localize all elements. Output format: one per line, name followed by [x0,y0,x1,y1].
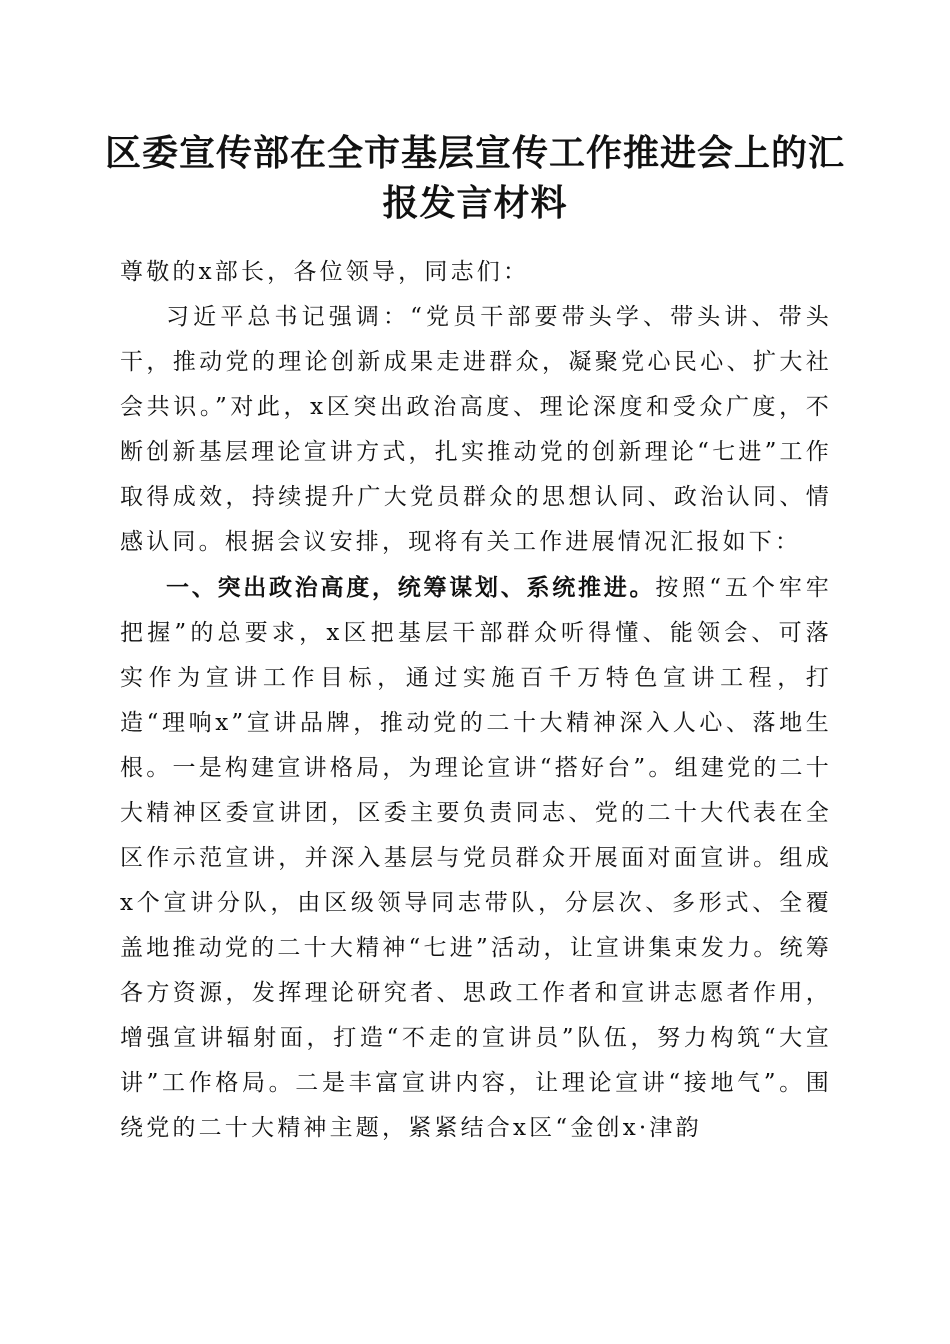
section-1-paragraph [120,565,832,1151]
section-1-text: 按照“五个牢牢把握”的总要求，x区把基层干部群众听得懂、能领会、可落实作为宣讲工作目标，通过实施百千万特色宣讲工程，打造“理响x”宣讲品牌，推动党的二十大精神深入人心、落地生根。一是构建宣讲格局，为理论宣讲“搭好台”。组建党的二十大精神区委宣讲团，区委主要负责同志、党的二十大代表在全区作示范宣讲，并深入基层与党员群众开展面对面宣讲。组成x个宣讲分队，由区级领导同志带队，分层次、多形式、全覆盖地推动党的二十大精神“七进”活动，让宣讲集束发力。统筹各方资源，发挥理论研究者、思政工作者和宣讲志愿者作用，增强宣讲辐射面，打造“不走的宣讲员”队伍，努力构筑“大宣讲”工作格局。二是丰富宣讲内容，让理论宣讲“接地气”。围绕党的二十大精神主题，紧紧结合x区“金创x·津韵 [120,575,832,1141]
salutation: 尊敬的x部长，各位领导，同志们： [120,259,530,285]
document-body [120,250,832,1151]
intro-paragraph: 习近平总书记强调：“党员干部要带头学、带头讲、带头干，推动党的理论创新成果走进群众，凝聚党心民心、扩大社会共识。”对此，x区突出政治高度、理论深度和受众广度，不断创新基层理论宣讲方式，扎实推动党的创新理论“七进”工作取得成效，持续提升广大党员群众的思想认同、政治认同、情感认同。根据会议安排，现将有关工作进展情况汇报如下： [120,304,832,555]
section-1-heading: 一、突出政治高度，统筹谋划、系统推进。 [166,574,656,601]
document-title: 区委宣传部在全市基层宣传工作推进会上的汇报发言材料 [104,132,845,224]
